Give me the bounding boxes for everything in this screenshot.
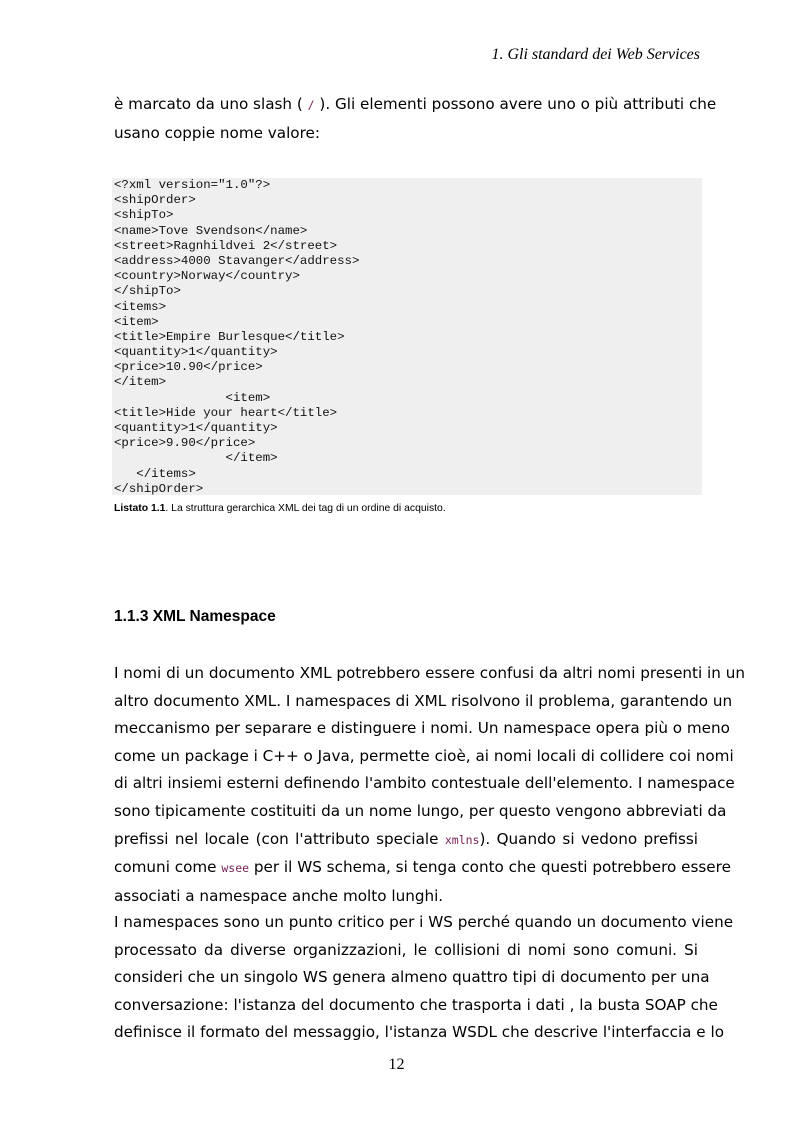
intro-line-2: usano coppie nome valore: bbox=[114, 123, 320, 142]
caption-text: . La struttura gerarchica XML dei tag di un ordine di acquisto. bbox=[165, 503, 446, 514]
para1-line-5: di altri insiemi esterni definendo l'ambito contestuale dell'elemento. I namespace bbox=[114, 774, 735, 793]
para1-line-8-b: per il WS schema, si tenga conto che questi potrebbero essere bbox=[249, 858, 731, 877]
para2-line-3: consideri che un singolo WS genera almeno quattro tipi di documento per una bbox=[114, 968, 710, 987]
section-heading: 1.1.3 XML Namespace bbox=[114, 608, 276, 625]
listing-caption bbox=[114, 503, 446, 514]
listing-line: <country>Norway</country> bbox=[114, 269, 300, 284]
running-header: 1. Gli standard dei Web Services bbox=[491, 46, 700, 63]
intro-line-1 bbox=[114, 91, 717, 120]
listing-line: <street>Ragnhildvei 2</street> bbox=[114, 238, 338, 253]
intro-paragraph bbox=[114, 91, 717, 147]
para1-line-9: associati a namespace anche molto lunghi. bbox=[114, 886, 444, 905]
listing-line: </shipOrder> bbox=[114, 481, 204, 496]
para1-line-2: altro documento XML. I namespaces di XML risolvono il problema, garantendo un bbox=[114, 691, 733, 710]
listing-line: <title>Empire Burlesque</title> bbox=[114, 329, 345, 344]
listing-line: <item> bbox=[114, 390, 271, 405]
intro-text-a: è marcato da uno slash ( bbox=[114, 95, 308, 113]
xmlns-code: xmlns bbox=[444, 832, 480, 847]
listing-line: </item> bbox=[114, 451, 278, 466]
listing-line: <name>Tove Svendson</name> bbox=[114, 223, 308, 238]
para2-line-1: I namespaces sono un punto critico per i WS perché quando un documento viene bbox=[114, 913, 734, 931]
listing-line: </shipTo> bbox=[114, 284, 181, 299]
para2-line-2: processato da diverse organizzazioni, le collisioni di nomi sono comuni. Si bbox=[114, 940, 698, 959]
listing-line: <quantity>1</quantity> bbox=[114, 345, 278, 360]
listing-line: <price>10.90</price> bbox=[114, 360, 263, 375]
listing-line: <address>4000 Stavanger</address> bbox=[114, 253, 360, 268]
page-number: 12 bbox=[388, 1056, 405, 1073]
para1-line-7-a: prefissi nel locale (con l'attributo speciale bbox=[114, 829, 445, 848]
listing-line: <price>9.90</price> bbox=[114, 436, 256, 451]
listing-line: <item> bbox=[114, 314, 159, 329]
para1-line-4: come un package i C++ o Java, permette cioè, ai nomi locali di collidere coi nomi bbox=[114, 746, 734, 765]
listing-line: </item> bbox=[114, 375, 167, 390]
para1-line-8-a: comuni come bbox=[114, 858, 222, 877]
para1-line-1: I nomi di un documento XML potrebbero essere confusi da altri nomi presenti in un bbox=[114, 664, 745, 682]
para2-line-4: conversazione: l'istanza del documento che trasporta i dati , la busta SOAP che bbox=[114, 995, 718, 1014]
listing-line: <shipTo> bbox=[114, 208, 174, 223]
listing-line: <?xml version="1.0"?> bbox=[114, 178, 271, 192]
listing-line: </items> bbox=[114, 466, 196, 481]
para2-line-5: definisce il formato del messaggio, l'istanza WSDL che descrive l'interfaccia e lo bbox=[114, 1023, 724, 1042]
xml-listing bbox=[112, 178, 702, 495]
namespace-paragraph-2 bbox=[114, 909, 734, 1047]
para1-line-7-b: ). Quando si vedono prefissi bbox=[479, 829, 699, 848]
namespace-paragraph-1 bbox=[114, 660, 745, 910]
listing-line: <items> bbox=[114, 299, 167, 314]
listing-line: <title>Hide your heart</title> bbox=[114, 405, 338, 420]
wsee-code: wsee bbox=[221, 861, 250, 876]
para1-line-7 bbox=[114, 826, 698, 855]
listing-line: <shipOrder> bbox=[114, 193, 196, 208]
listing-line: <quantity>1</quantity> bbox=[114, 421, 278, 435]
para1-line-6: sono tipicamente costituiti da un nome lungo, per questo vengono abbreviati da bbox=[114, 801, 727, 820]
intro-text-b: ). Gli elementi possono avere uno o più attributi che bbox=[314, 95, 717, 113]
caption-label: Listato 1.1 bbox=[114, 503, 166, 514]
slash-code: / bbox=[307, 98, 315, 112]
para1-line-8 bbox=[114, 854, 731, 883]
para1-line-3: meccanismo per separare e distinguere i nomi. Un namespace opera più o meno bbox=[114, 719, 730, 738]
